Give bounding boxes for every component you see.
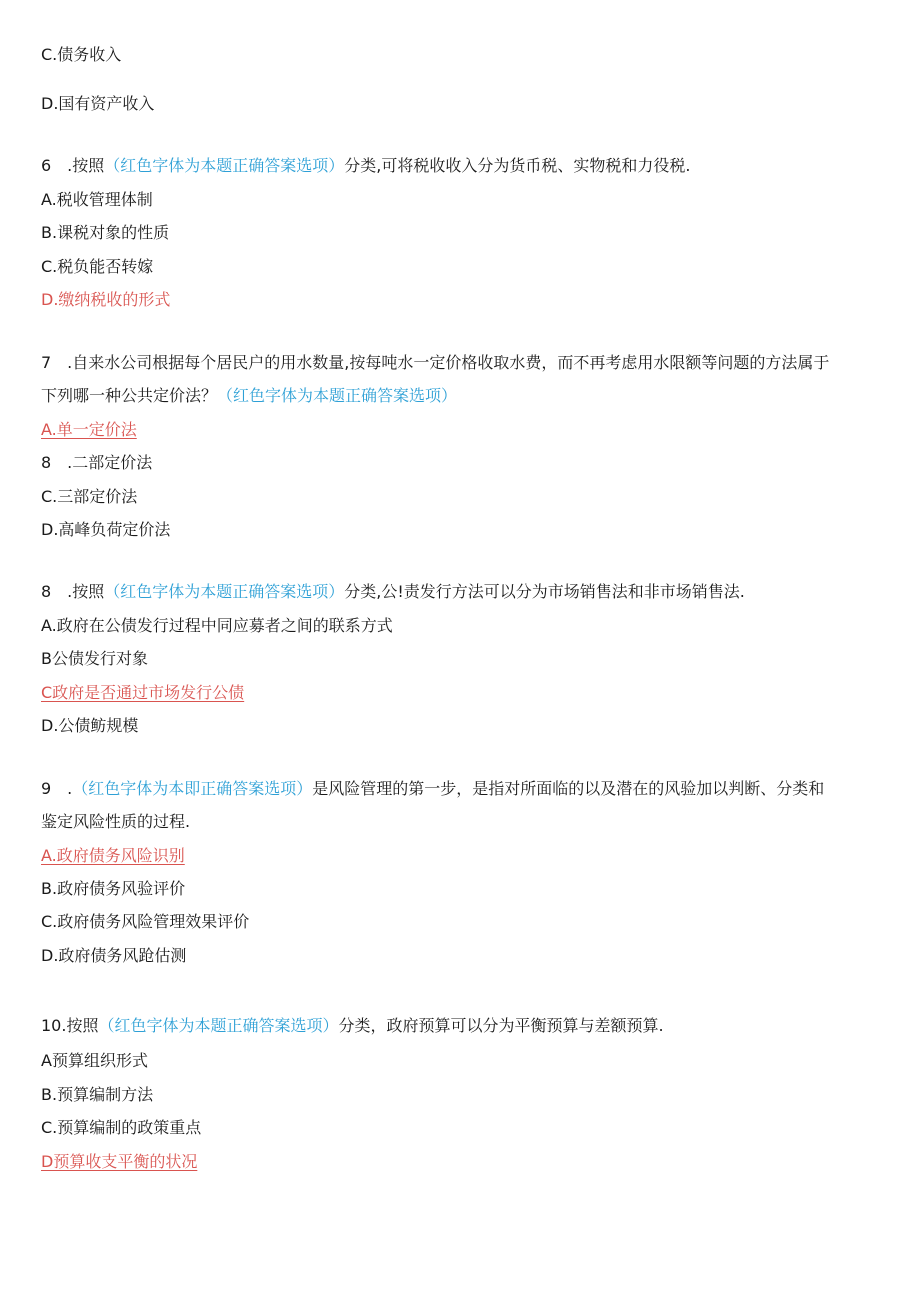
question-7-option-d: D.高峰负荷定价法	[41, 520, 171, 539]
option-d-state-assets-income: D.国有资产收入	[41, 94, 155, 113]
question-7-option-c: C.三部定价法	[41, 487, 138, 506]
question-6-option-d-correct: D.缴纳税收的形式	[41, 290, 171, 309]
question-10-text	[41, 1015, 664, 1037]
question-10-option-b: B.预算编制方法	[41, 1085, 154, 1104]
answer-hint: （红色字体为本题正确答案选项）	[98, 1016, 339, 1035]
question-6-option-b: B.课税对象的性质	[41, 223, 170, 242]
question-9-line-2: 鉴定风险性质的过程.	[41, 812, 191, 831]
question-8-option-c-correct: C政府是否通过市场发行公债	[41, 683, 245, 702]
question-7-option-a-correct: A.单一定价法	[41, 420, 137, 439]
question-6-option-c: C.税负能否转嫁	[41, 257, 154, 276]
option-c-debt-income: C.债务收入	[41, 45, 122, 64]
answer-hint: （红色字体为本题正确答案选项）	[217, 386, 458, 405]
question-9-option-d: D.政府债务风跄估测	[41, 946, 187, 965]
question-8-option-b: B公债发行对象	[41, 649, 148, 668]
question-10-prefix: 10.按照	[41, 1016, 99, 1035]
answer-hint: （红色字体为本题正确答案选项）	[104, 156, 345, 175]
question-10-option-c: C.预算编制的政策重点	[41, 1118, 202, 1137]
question-9-prefix: 9 .	[41, 779, 73, 798]
question-9-suffix: 是风险管理的第一步，是指对所面临的以及潜在的风验加以判断、分类和	[312, 779, 825, 798]
question-7-line-1: 7 .自来水公司根据每个居民户的用水数量,按每吨水一定价格收取水费，而不再考虑用水限额等问题的方法属于	[41, 353, 830, 372]
question-7-option-b: 8 .二部定价法	[41, 453, 153, 472]
question-10-option-d-correct: D预算收支平衡的状况	[41, 1152, 198, 1171]
question-9-option-b: B.政府债务风验评价	[41, 879, 186, 898]
question-6-option-a: A.税收管理体制	[41, 190, 153, 209]
question-6-prefix: 6 .按照	[41, 156, 105, 175]
question-6-suffix: 分类,可将税收收入分为货币税、实物税和力役税.	[344, 156, 691, 175]
question-10-suffix: 分类，政府预算可以分为平衡预算与差额预算.	[338, 1016, 664, 1035]
question-9-option-c: C.政府债务风险管理效果评价	[41, 912, 250, 931]
question-9-option-a-correct: A.政府债务风险识别	[41, 846, 185, 865]
question-8-suffix: 分类,公!责发行方法可以分为市场销售法和非市场销售法.	[344, 582, 745, 601]
question-7-line-2-text: 下列哪一种公共定价法？	[41, 386, 218, 405]
question-9-text	[41, 778, 824, 800]
question-8-text	[41, 581, 745, 603]
question-8-option-a: A.政府在公债发行过程中同应募者之间的联系方式	[41, 616, 393, 635]
answer-hint: （红色字体为本即正确答案选项）	[72, 779, 313, 798]
question-8-option-d: D.公债鲂规模	[41, 716, 139, 735]
question-7-line-2	[41, 385, 457, 407]
question-8-prefix: 8 .按照	[41, 582, 105, 601]
answer-hint: （红色字体为本题正确答案选项）	[104, 582, 345, 601]
question-10-option-a: A预算组织形式	[41, 1051, 148, 1070]
question-6-text	[41, 155, 690, 177]
